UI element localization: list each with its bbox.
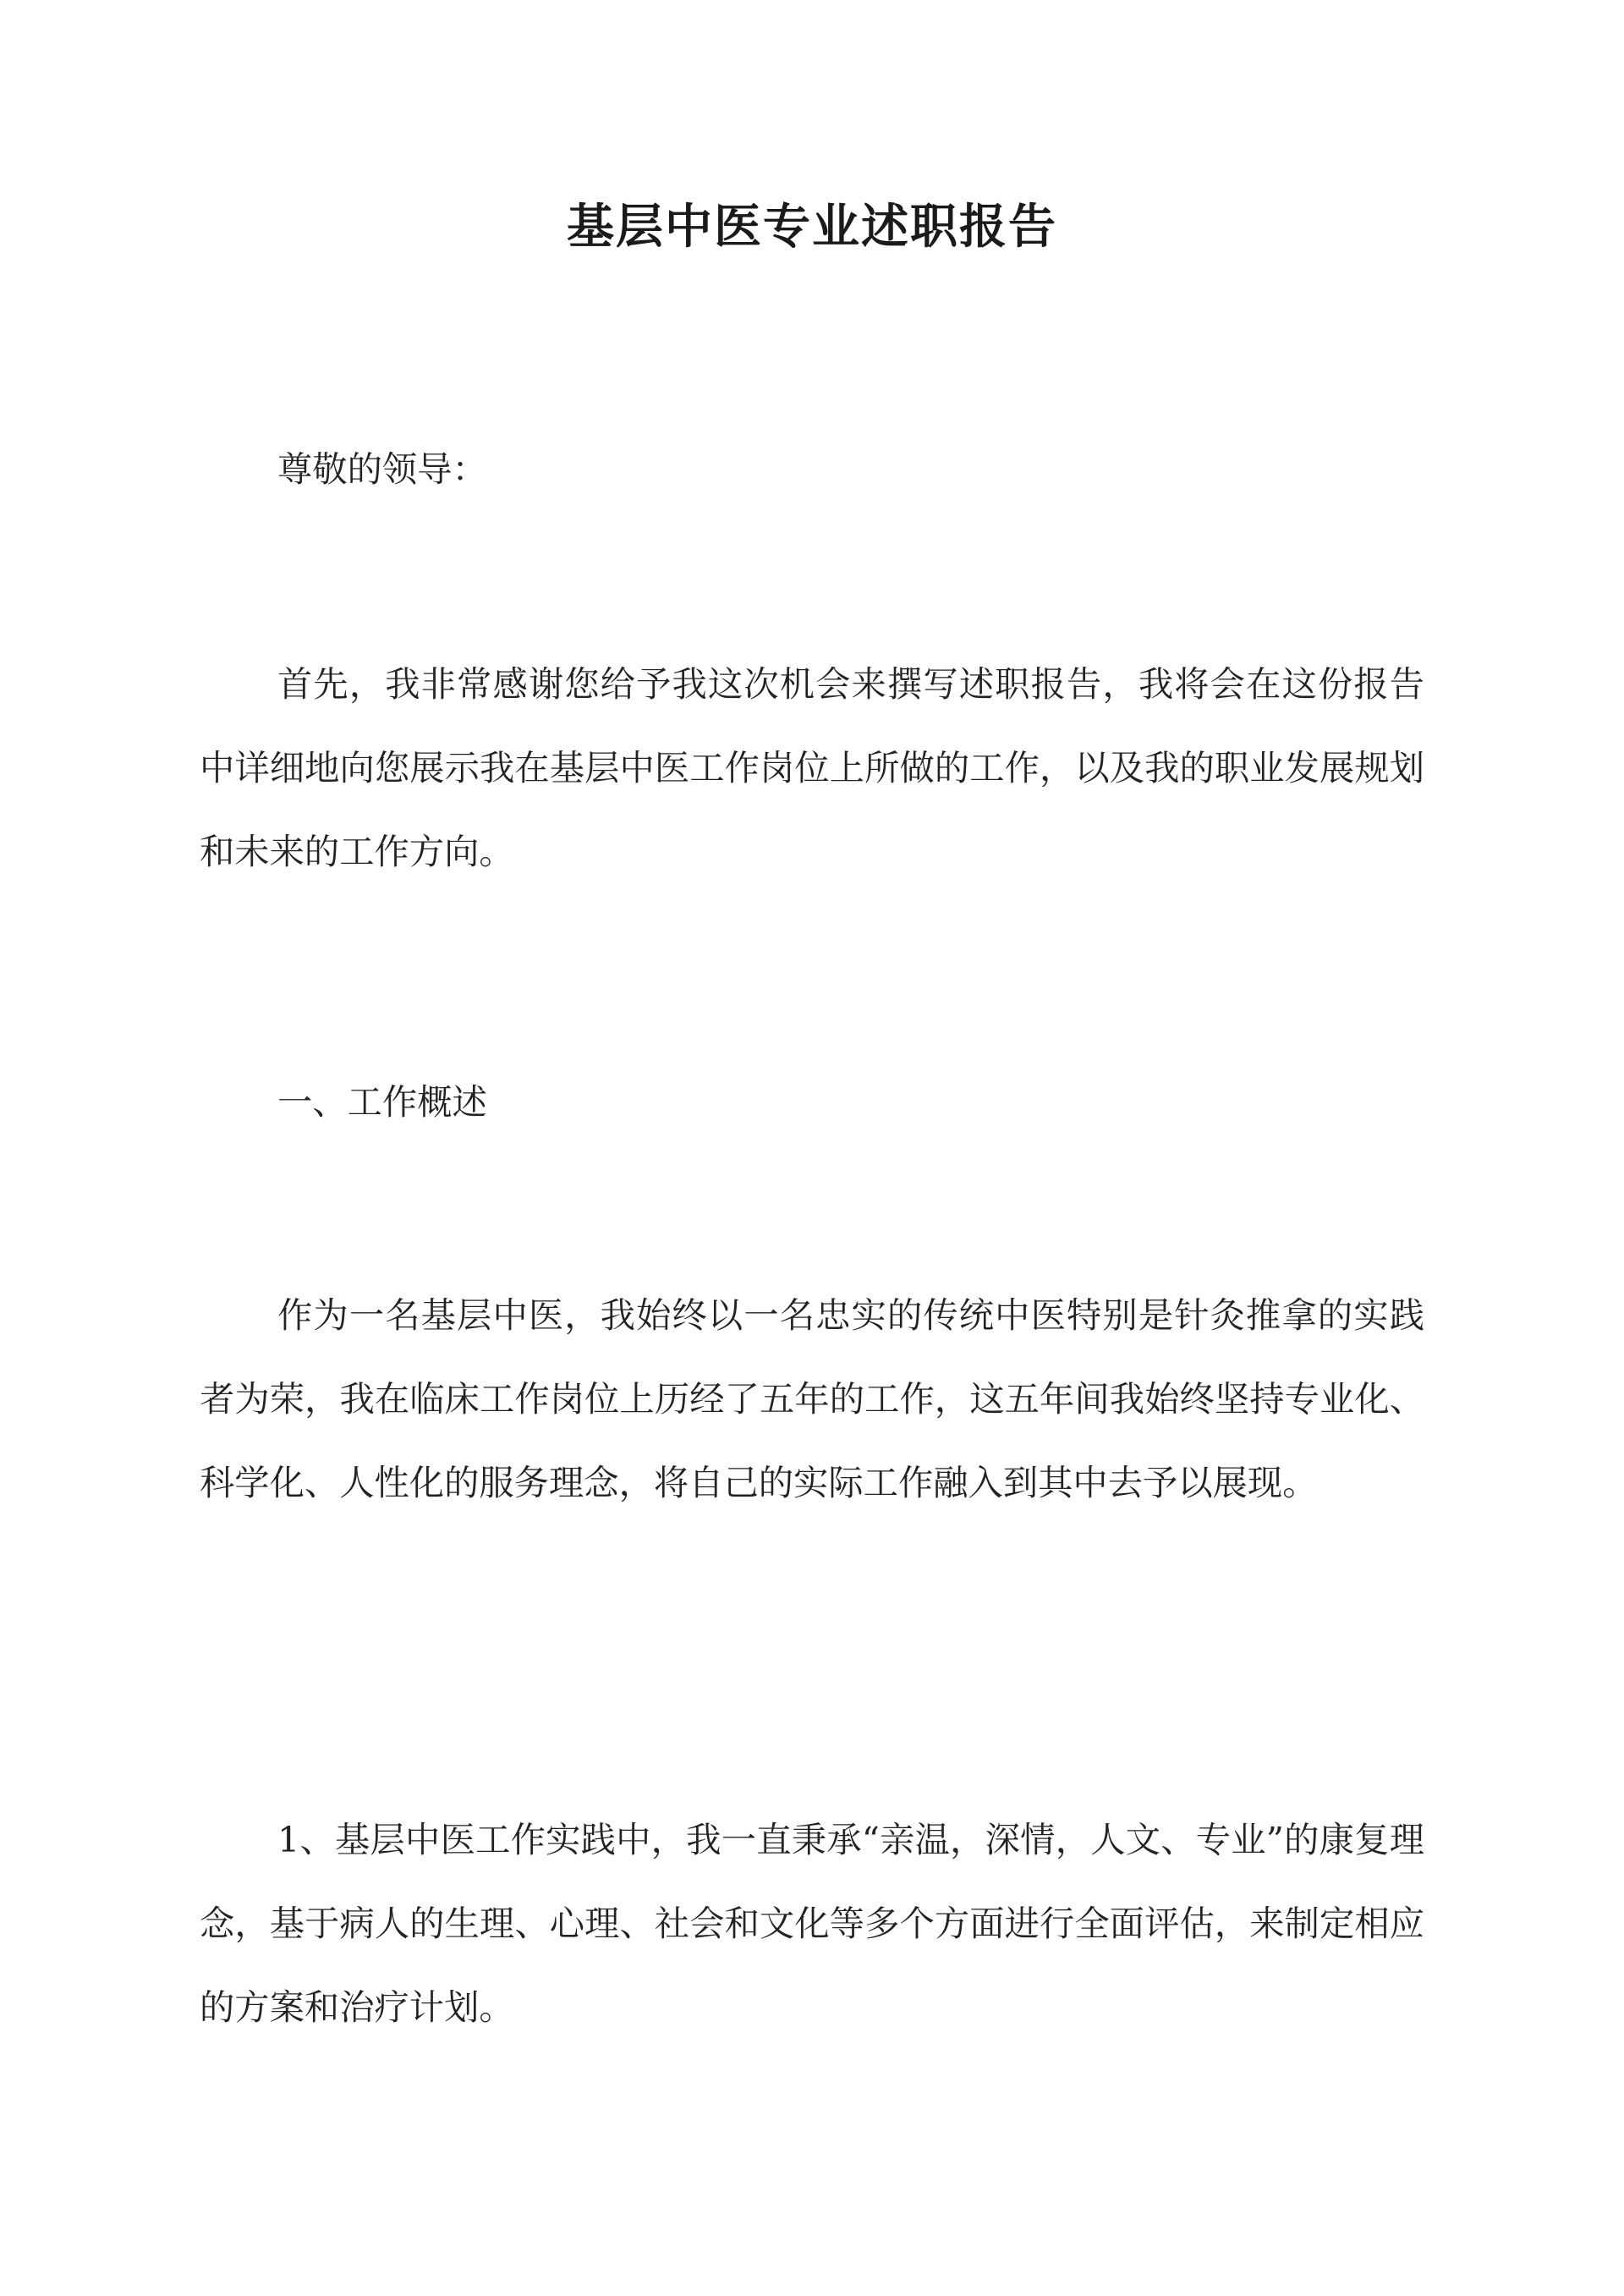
salutation: 尊敬的领导： — [277, 449, 487, 490]
document-title: 基层中医专业述职报告 — [567, 199, 1057, 255]
list-item-1: 1、基层中医工作实践中，我一直秉承“亲温，深情，人文、专业”的康复理念，基于病人的生理、心理、社会和文化等多个方面进行全面评估，来制定相应的方案和治疗计划。 — [200, 1820, 1424, 2028]
intro-paragraph: 首先，我非常感谢您给予我这次机会来撰写述职报告，我将会在这份报告中详细地向您展示我在基层中医工作岗位上所做的工作，以及我的职业发展规划和未来的工作方向。 — [200, 664, 1424, 872]
section-heading-work-overview: 一、工作概述 — [277, 1082, 487, 1123]
overview-paragraph: 作为一名基层中医，我始终以一名忠实的传统中医特别是针灸推拿的实践者为荣，我在临床工作岗位上历经了五年的工作，这五年间我始终坚持专业化、科学化、人性化的服务理念，将自己的实际工作融入到其中去予以展现。 — [200, 1295, 1424, 1503]
